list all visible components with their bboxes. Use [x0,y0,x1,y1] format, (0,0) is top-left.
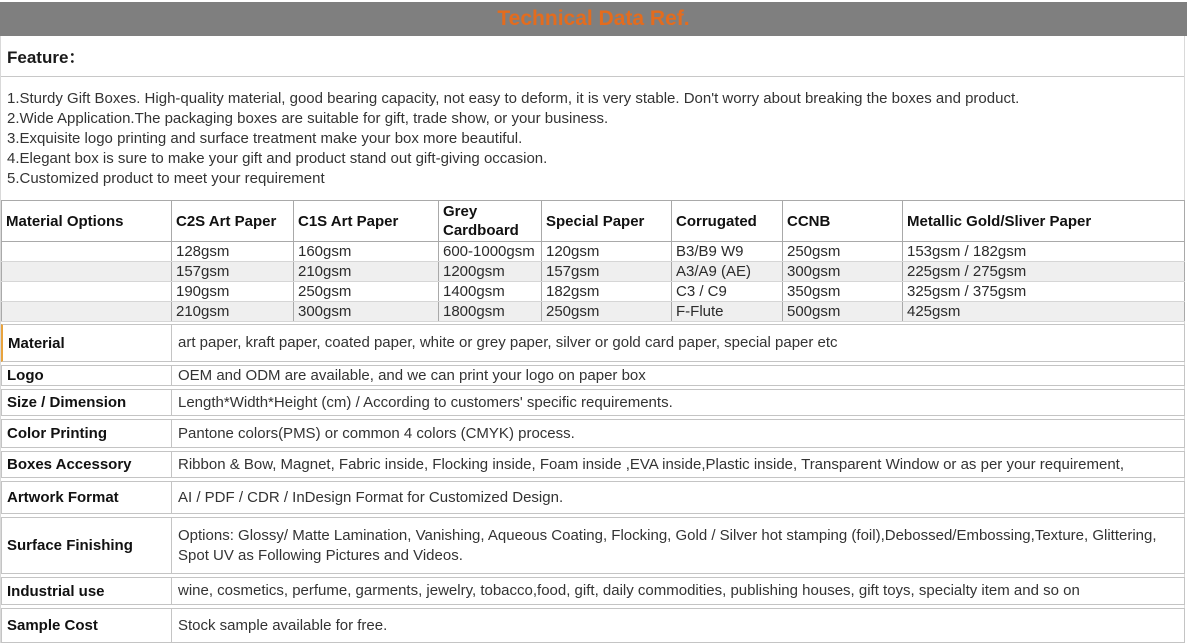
table-row [2,262,1185,282]
spec-row-logo [1,365,1185,386]
table-cell: 425gsm [903,302,1185,322]
table-cell: 300gsm [783,262,903,282]
spec-row-size-dimension [1,389,1185,416]
spec-row-boxes-accessory [1,451,1185,478]
column-header-ccnb: CCNB [783,201,903,242]
spec-row-artwork-format [1,481,1185,514]
column-header-special-paper: Special Paper [542,201,672,242]
spec-value: OEM and ODM are available, and we can print your logo on paper box [178,366,646,384]
table-cell: 500gsm [783,302,903,322]
table-cell: 600-1000gsm [439,242,542,262]
table-row [2,242,1185,262]
column-header-material-options: Material Options [2,201,172,242]
feature-item: 4.Elegant box is sure to make your gift and product stand out gift-giving occasion. [7,150,548,167]
materials-table [1,200,1185,322]
table-cell: 210gsm [294,262,439,282]
spec-value: Pantone colors(PMS) or common 4 colors (CMYK) process. [178,424,575,442]
table-cell: 153gsm / 182gsm [903,242,1185,262]
table-cell: 128gsm [172,242,294,262]
table-row [2,302,1185,322]
table-cell: 250gsm [294,282,439,302]
column-header-corrugated: Corrugated [672,201,783,242]
table-cell: 182gsm [542,282,672,302]
column-header-c1s-art-paper: C1S Art Paper [294,201,439,242]
spec-label: Size / Dimension [2,390,172,415]
spec-label: Color Printing [2,420,172,447]
feature-item: 3.Exquisite logo printing and surface treatment make your box more beautiful. [7,130,523,147]
feature-item: 5.Customized product to meet your requirement [7,170,325,187]
table-cell: 250gsm [542,302,672,322]
table-cell: 350gsm [783,282,903,302]
column-header-metallic-paper: Metallic Gold/Sliver Paper [903,201,1185,242]
table-cell: 300gsm [294,302,439,322]
spec-value: AI / PDF / CDR / InDesign Format for Customized Design. [178,488,564,506]
spec-row-sample-cost [1,608,1185,643]
table-cell [2,302,172,322]
table-cell [2,242,172,262]
table-cell [2,282,172,302]
materials-header-row [2,201,1185,242]
spec-value: Options: Glossy/ Matte Lamination, Vanishing, Aqueous Coating, Flocking, Gold / Silver hot stamping (foil),Debossed/Embossing,Texture, Glittering, Spot UV as Following Pictures and Videos. [178,526,1157,564]
table-cell: B3/B9 W9 [672,242,783,262]
table-cell: 157gsm [172,262,294,282]
spec-label: Industrial use [2,578,172,604]
table-cell: F-Flute [672,302,783,322]
feature-heading: Feature： [1,36,1184,77]
spec-row-surface-finishing [1,517,1185,574]
spec-label: Surface Finishing [2,518,172,573]
spec-label: Sample Cost [2,609,172,642]
table-row [2,282,1185,302]
table-cell: 120gsm [542,242,672,262]
spec-label: Logo [2,366,172,385]
table-cell: 250gsm [783,242,903,262]
table-cell: 190gsm [172,282,294,302]
table-cell: 157gsm [542,262,672,282]
table-cell: C3 / C9 [672,282,783,302]
table-cell: 325gsm / 375gsm [903,282,1185,302]
feature-item: 1.Sturdy Gift Boxes. High-quality material, good bearing capacity, not easy to deform, it is very stable. Don't worry about breaking the boxes and product. [7,90,1020,107]
spec-value: Stock sample available for free. [178,616,388,634]
spec-rows [1,324,1185,643]
spec-label: Artwork Format [2,482,172,513]
spec-value: art paper, kraft paper, coated paper, white or grey paper, silver or gold card paper, special paper etc [178,334,838,351]
spec-row-material [1,324,1185,362]
spec-value: Length*Width*Height (cm) / According to customers' specific requirements. [178,393,673,411]
table-cell: 210gsm [172,302,294,322]
column-header-c2s-art-paper: C2S Art Paper [172,201,294,242]
table-cell: 1200gsm [439,262,542,282]
page-title: Technical Data Ref. [497,7,690,30]
table-cell: 1800gsm [439,302,542,322]
table-cell: 160gsm [294,242,439,262]
table-cell: 1400gsm [439,282,542,302]
content-area [0,36,1185,643]
spec-value: Ribbon & Bow, Magnet, Fabric inside, Flocking inside, Foam inside ,EVA inside,Plastic inside, Transparent Window or as per your requirement, [178,455,1125,473]
feature-item: 2.Wide Application.The packaging boxes are suitable for gift, trade show, or your business. [7,110,609,127]
spec-label: Material [3,325,172,361]
feature-list [1,77,1184,200]
title-bar [0,2,1187,36]
spec-label: Boxes Accessory [2,452,172,477]
spec-value: wine, cosmetics, perfume, garments, jewelry, tobacco,food, gift, daily commodities, publishing houses, gift toys, specialty item and so on [178,582,1080,599]
table-cell: 225gsm / 275gsm [903,262,1185,282]
table-cell [2,262,172,282]
table-cell: A3/A9 (AE) [672,262,783,282]
column-header-grey-cardboard: Grey Cardboard [439,201,542,242]
spec-row-industrial-use [1,577,1185,605]
spec-row-color-printing [1,419,1185,448]
